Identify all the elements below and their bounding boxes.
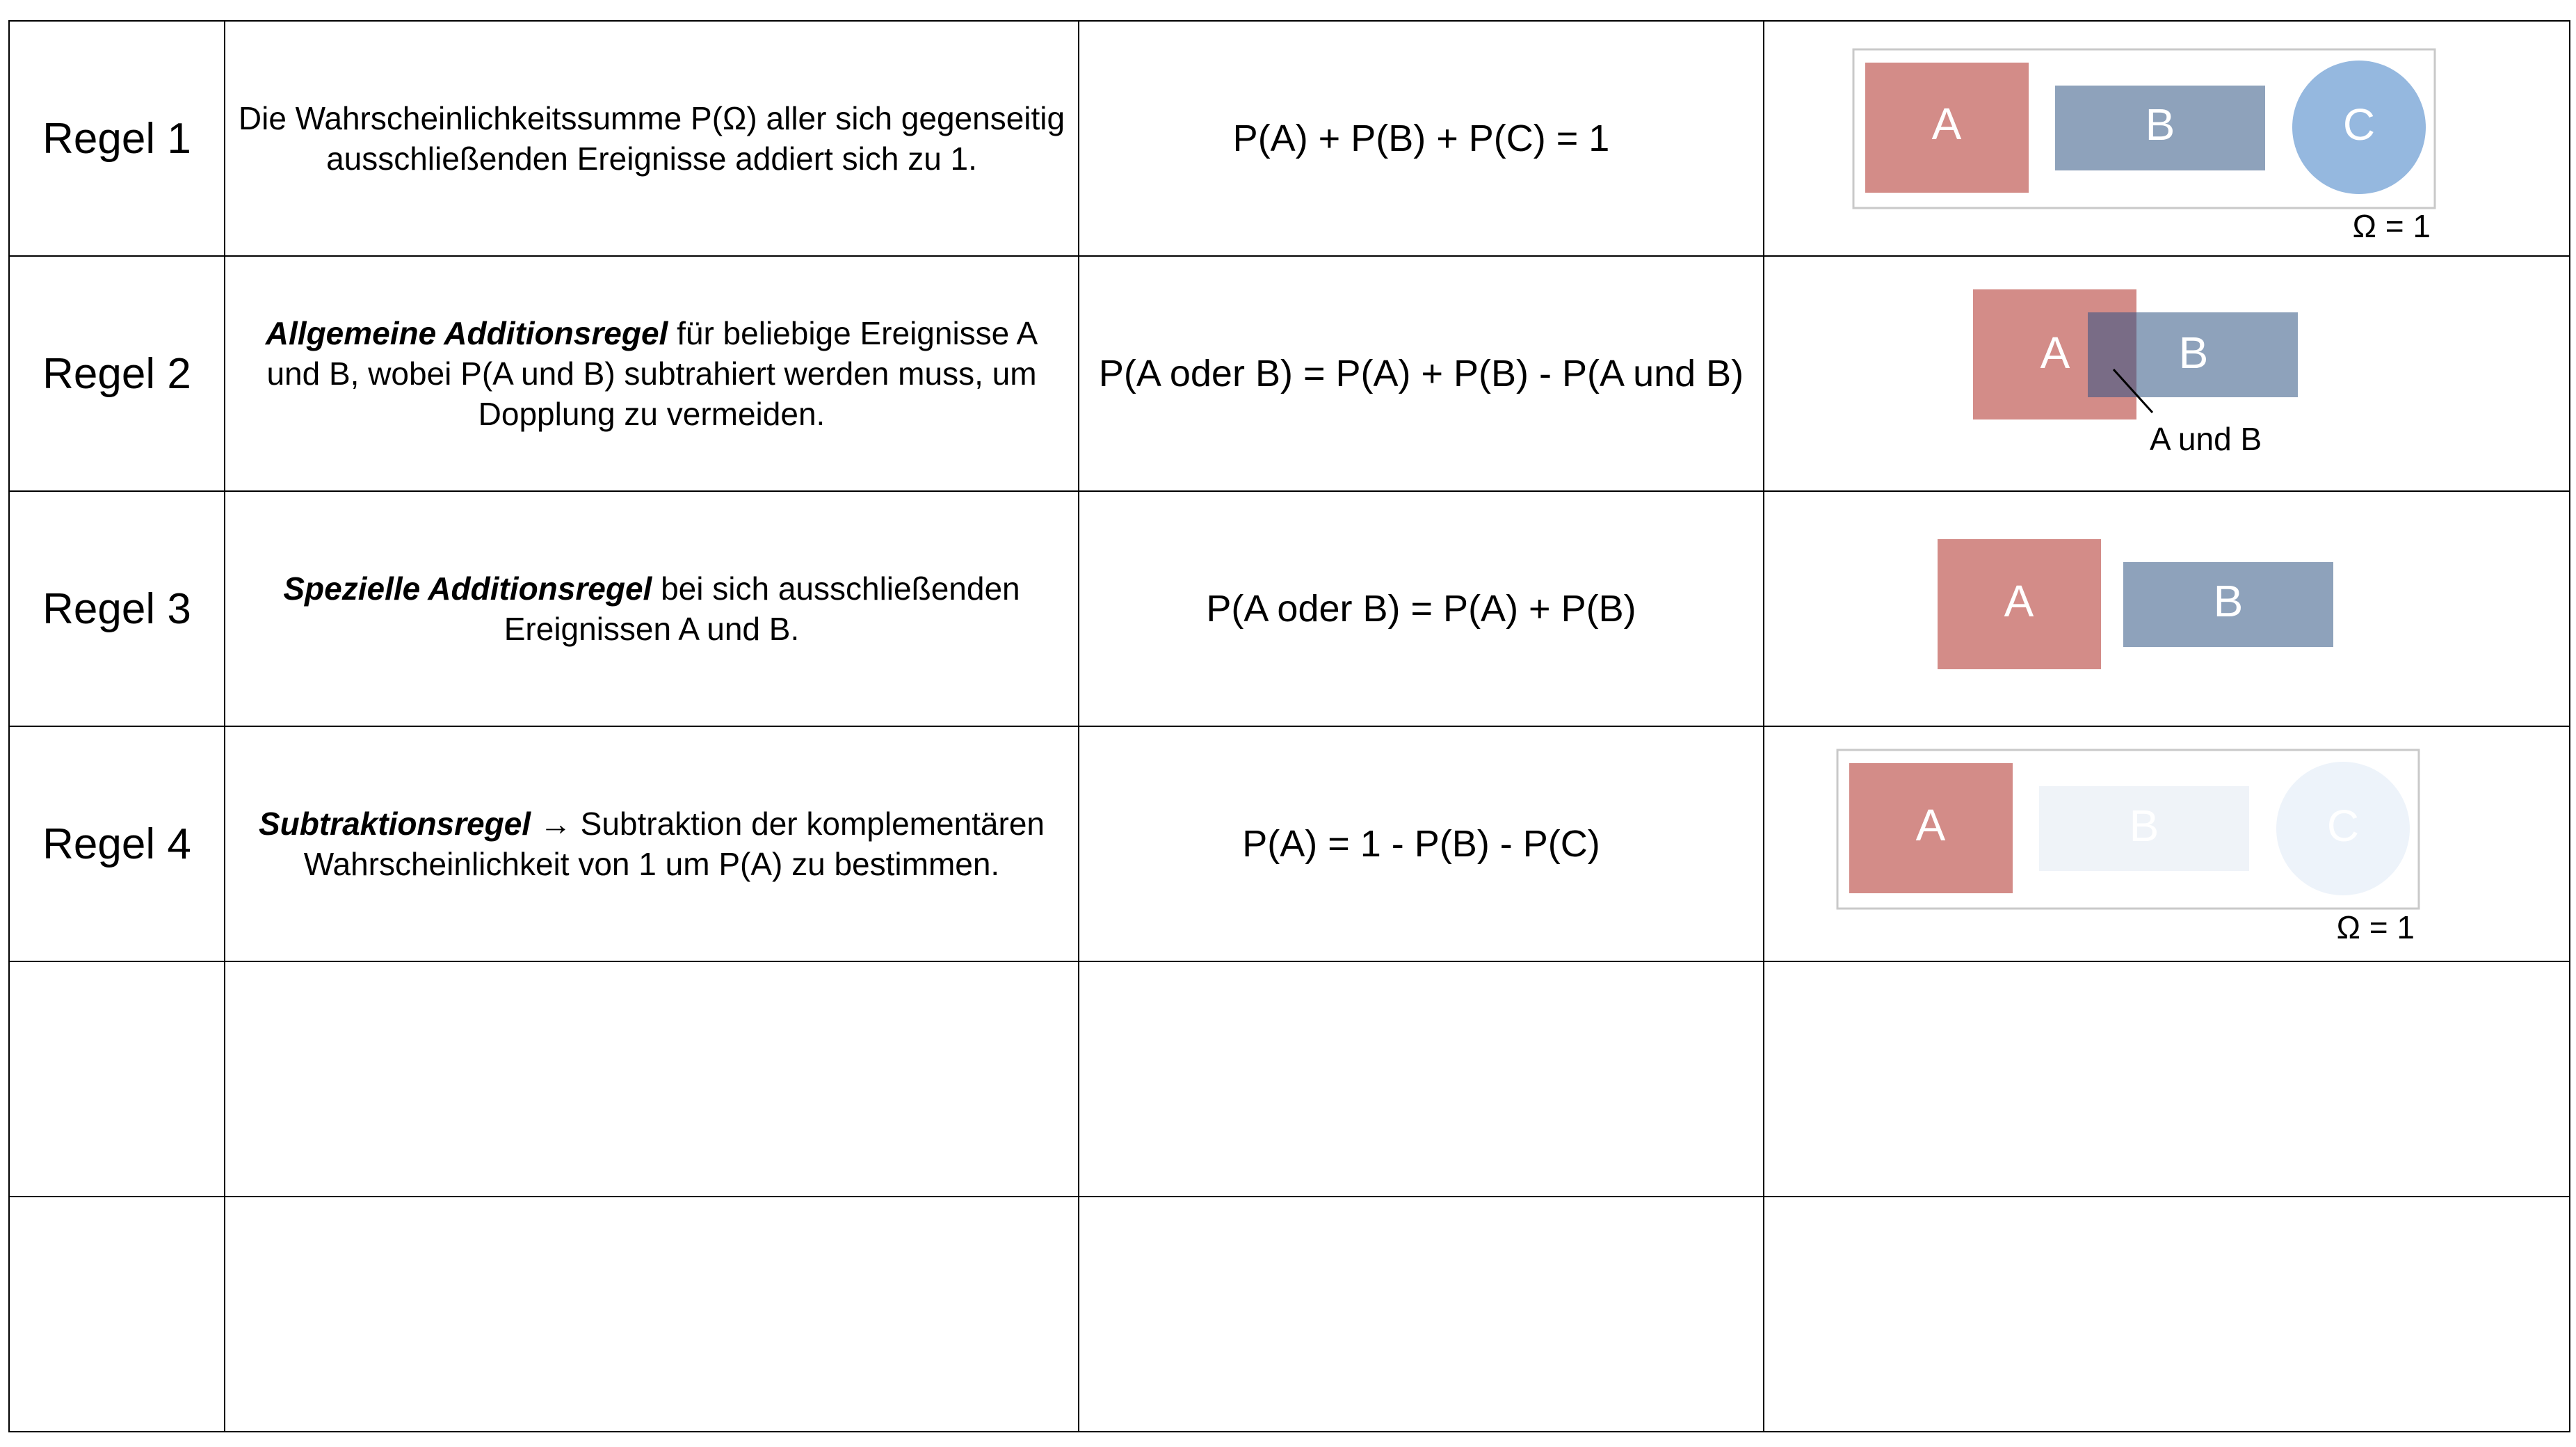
table-row	[9, 256, 2570, 491]
rule-diagram-cell	[1764, 256, 2570, 491]
faded-event-b-label: B	[2129, 800, 2159, 851]
rule-label-cell	[9, 491, 225, 726]
rule-description-text: für beliebige Ereignisse A und B, wobei P(A und B) subtrahiert werden muss, um Dopplung zu vermeiden.	[266, 315, 1038, 432]
rule-formula-cell	[1079, 21, 1764, 256]
rule-label: Regel 3	[42, 584, 191, 633]
diagram-rule-3	[1764, 492, 2570, 726]
rule-name-bold: Spezielle Additionsregel	[283, 570, 652, 607]
rule-label: Regel 2	[42, 349, 191, 398]
omega-label: Ω = 1	[2352, 208, 2431, 244]
diagram-rule-1	[1764, 22, 2570, 255]
rule-diagram-cell	[1764, 491, 2570, 726]
empty-cell	[225, 1197, 1079, 1432]
event-b-label: B	[2145, 99, 2175, 150]
diagram-rule-4	[1764, 727, 2570, 961]
rule-description	[225, 804, 1078, 884]
rule-label-cell	[9, 21, 225, 256]
rule-formula-cell	[1079, 726, 1764, 961]
empty-cell	[1079, 961, 1764, 1197]
rule-description-text: → Subtraktion der komplementären Wahrscheinlichkeit von 1 um P(A) zu bestimmen.	[303, 806, 1045, 882]
rule-formula: P(A oder B) = P(A) + P(B)	[1206, 588, 1636, 630]
rule-formula-cell	[1079, 491, 1764, 726]
rule-description-text: Die Wahrscheinlichkeitssumme P(Ω) aller sich gegenseitig ausschließenden Ereignisse addiert sich zu 1.	[238, 100, 1065, 177]
rule-description-text: bei sich ausschließenden Ereignissen A und B.	[504, 570, 1020, 647]
diagram-rule-2	[1764, 257, 2570, 490]
empty-table-row	[9, 1197, 2570, 1432]
rule-label: Regel 4	[42, 820, 191, 868]
table-row	[9, 491, 2570, 726]
event-a-label: A	[2040, 327, 2070, 378]
empty-table-row	[9, 961, 2570, 1197]
empty-cell	[9, 1197, 225, 1432]
rule-formula: P(A oder B) = P(A) + P(B) - P(A und B)	[1098, 353, 1744, 394]
rule-diagram-cell	[1764, 726, 2570, 961]
rule-description-cell	[225, 491, 1079, 726]
table-row	[9, 21, 2570, 256]
empty-cell	[9, 961, 225, 1197]
overlap-rect	[2088, 312, 2136, 397]
rule-description	[225, 568, 1078, 649]
rule-description-cell	[225, 726, 1079, 961]
event-b-label: B	[2178, 327, 2209, 378]
empty-cell	[1764, 961, 2570, 1197]
event-a-label: A	[2004, 575, 2034, 626]
rule-description-cell	[225, 256, 1079, 491]
empty-cell	[225, 961, 1079, 1197]
rule-label-cell	[9, 256, 225, 491]
rule-label: Regel 1	[42, 114, 191, 163]
event-a-label: A	[1915, 799, 1946, 850]
rule-name-bold: Allgemeine Additionsregel	[265, 315, 668, 351]
rule-description	[225, 98, 1078, 179]
rule-formula-cell	[1079, 256, 1764, 491]
faded-event-c-label: C	[2326, 800, 2360, 851]
a-und-b-label: A und B	[2150, 421, 2262, 457]
rule-name-bold: Subtraktionsregel	[258, 806, 531, 842]
table-row	[9, 726, 2570, 961]
rule-description	[225, 313, 1078, 434]
rule-description-cell	[225, 21, 1079, 256]
empty-cell	[1764, 1197, 2570, 1432]
rule-label-cell	[9, 726, 225, 961]
rule-formula: P(A) = 1 - P(B) - P(C)	[1242, 823, 1600, 865]
event-a-label: A	[1931, 98, 1962, 149]
event-c-label: C	[2342, 99, 2376, 150]
rule-diagram-cell	[1764, 21, 2570, 256]
rules-table	[8, 20, 2570, 1432]
omega-label: Ω = 1	[2336, 909, 2415, 945]
rule-formula: P(A) + P(B) + P(C) = 1	[1232, 118, 1610, 159]
event-b-label: B	[2213, 575, 2244, 626]
empty-cell	[1079, 1197, 1764, 1432]
